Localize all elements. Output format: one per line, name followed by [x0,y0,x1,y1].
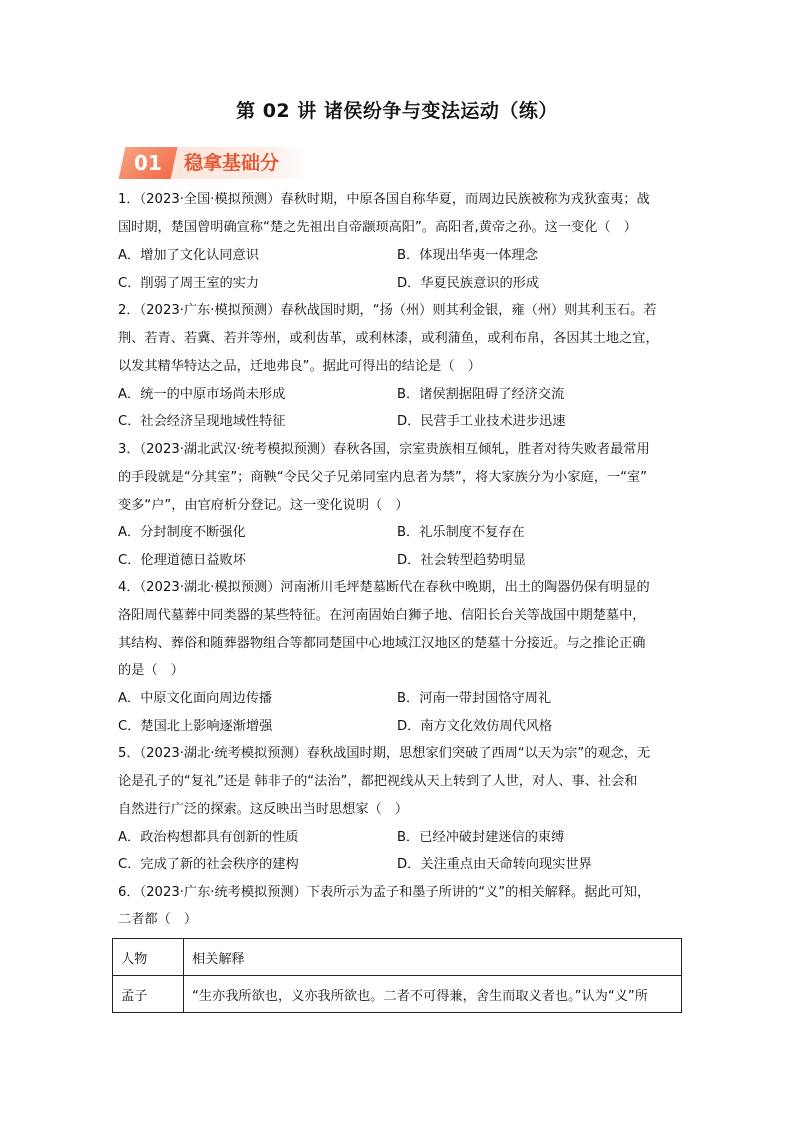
question-5-line-3: 自然进行广泛的探索。这反映出当时思想家（ ） [118,802,409,817]
question-5-option-c: C．完成了新的社会秩序的建构 [118,857,299,872]
question-6-table [112,938,682,1013]
question-1-option-b: B．体现出华夷一体理念 [397,248,538,263]
question-6-line-2: 二者都（ ） [118,912,198,927]
question-5-option-d: D．关注重点由天命转向现实世界 [397,857,592,872]
table-cell-person: 孟子 [113,976,184,1013]
question-5-option-a: A．政治构想都具有创新的性质 [118,830,299,845]
question-5-option-b: B．已经冲破封建迷信的束缚 [397,830,565,845]
question-5-line-2: 论是孔子的“复礼”还是 韩非子的“法治”，都把视线从天上转到了人世，对人、事、社会和 [118,774,638,789]
question-2-option-b: B．诸侯割据阻碍了经济交流 [397,387,565,402]
question-4-option-a: A．中原文化面向周边传播 [118,691,273,706]
question-2-option-a: A．统一的中原市场尚未形成 [118,387,286,402]
question-4-option-d: D．南方文化效仿周代风格 [397,719,553,734]
question-2-option-d: D．民营手工业技术进步迅速 [397,414,566,429]
section-number-text: 01 [134,151,162,175]
question-4-line-3: 其结构、葬俗和随葬器物组合等都同楚国中心地域江汉地区的楚墓十分接近。与之推论正确 [118,636,646,651]
question-3-option-c: C．伦理道德日益败坏 [118,553,246,568]
table-header-explanation: 相关解释 [184,939,682,976]
question-3-option-b: B．礼乐制度不复存在 [397,525,525,540]
section-label: 稳拿基础分 [184,152,280,174]
table-header-person: 人物 [113,939,184,976]
question-6-line-1: 6．（2023·广东·统考模拟预测）下表所示为孟子和墨子所讲的“义”的相关解释。据此可知， [118,885,651,900]
question-4-option-b: B．河南一带封国恪守周礼 [397,691,552,706]
page-title: 第 02 讲 诸侯纷争与变法运动（练） [236,100,558,122]
question-2-option-c: C．社会经济呈现地域性特征 [118,414,286,429]
question-4-line-1: 4．（2023·湖北·模拟预测）河南淅川毛坪楚墓断代在春秋中晚期，出土的陶器仍保有明显的 [118,580,650,595]
question-3-line-2: 的手段就是“分其室”；商鞅“令民父子兄弟同室内息者为禁”，将大家族分为小家庭，一“室” [118,470,647,485]
question-4-line-4: 的是（ ） [118,663,184,678]
question-2-line-1: 2．（2023·广东·模拟预测）春秋战国时期，“扬（州）则其利金银，雍（州）则其利玉石。若 [118,303,657,318]
question-5-line-1: 5．（2023·湖北·统考模拟预测）春秋战国时期，思想家们突破了西周“以天为宗”的观念，无 [118,746,651,761]
table-cell-explanation: “生亦我所欲也，义亦我所欲也。二者不可得兼，舍生而取义者也。”认为“义”所 [184,976,682,1013]
question-1-option-a: A．增加了文化认同意识 [118,248,259,263]
question-1-line-1: 1．（2023·全国·模拟预测）春秋时期，中原各国自称华夏，而周边民族被称为戎狄蛮夷；战 [118,192,650,207]
question-1-option-d: D．华夏民族意识的形成 [397,276,540,291]
question-4-option-c: C．楚国北上影响逐渐增强 [118,719,273,734]
question-3-line-1: 3．（2023·湖北武汉·统考模拟预测）春秋各国，宗室贵族相互倾轧，胜者对待失败者最常用 [118,442,650,457]
table-header-row [113,939,682,976]
question-1-option-c: C．削弱了周王室的实力 [118,276,260,291]
question-2-line-2: 荆、若青、若冀、若并等州，或利齿革，或利林漆，或利蒲鱼，或利布帛，各因其土地之宜， [118,331,659,346]
section-number [119,147,178,179]
question-3-line-3: 变多“户”，由官府析分登记。这一变化说明（ ） [118,498,409,513]
question-3-option-a: A．分封制度不断强化 [118,525,246,540]
table-row [113,976,682,1013]
question-3-option-d: D．社会转型趋势明显 [397,553,526,568]
question-1-line-2: 国时期，楚国曾明确宣称“楚之先祖出自帝颛顼高阳”。高阳者,黄帝之孙。这一变化（ ） [118,220,637,235]
question-2-line-3: 以发其精华特达之品，迁地弗良”。据此可得出的结论是（ ） [118,359,481,374]
question-4-line-2: 洛阳周代墓葬中同类器的某些特征。在河南固始白狮子地、信阳长台关等战国中期楚墓中， [118,608,646,623]
section-badge [122,147,308,179]
